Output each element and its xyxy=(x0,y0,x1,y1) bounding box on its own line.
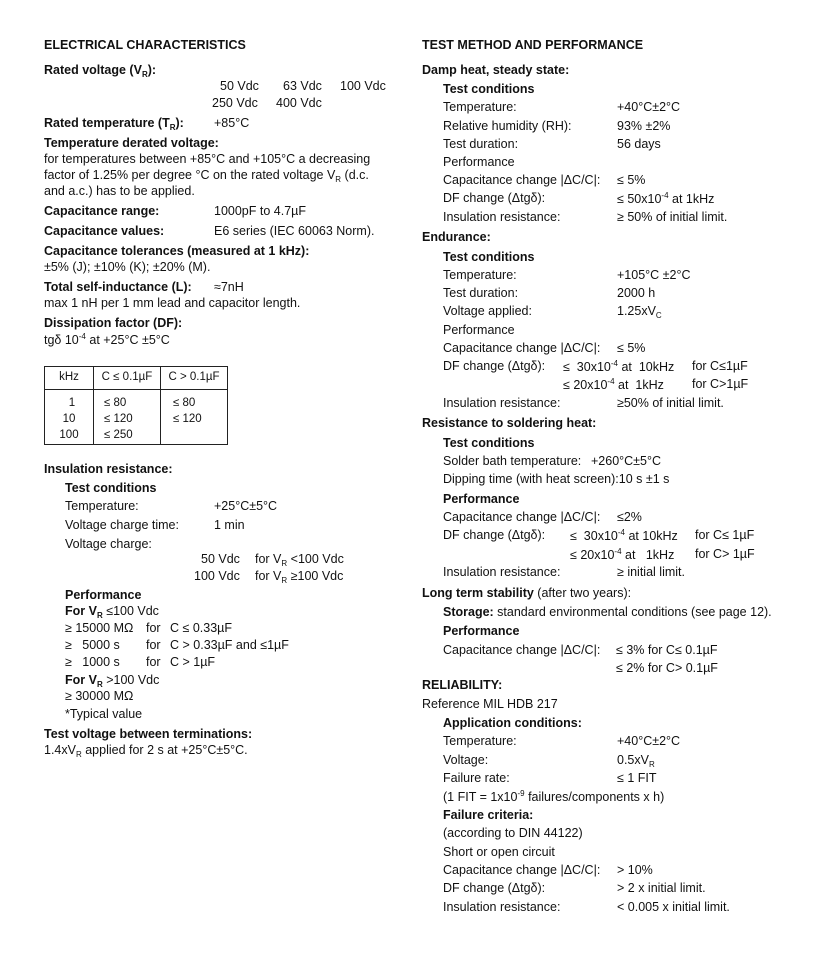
longterm-performance: Performance xyxy=(443,624,520,638)
reliability-reference: Reference MIL HDB 217 xyxy=(422,697,558,711)
soldering-df-row2: ≤ $20x10^{-4}$ at 1kHz xyxy=(570,547,675,563)
reliability-app-conditions: Application conditions: xyxy=(443,716,582,730)
reliability-df-value: > 2 x initial limit. xyxy=(617,881,706,895)
for-vr-gt-100: For $V_R >100$ Vdc xyxy=(65,673,160,689)
endurance-df-row1-cond: for C≤1µF xyxy=(692,359,748,373)
soldering-sbt-value: +260°C±5°C xyxy=(591,454,662,468)
perf-row-2-for: for xyxy=(146,638,161,652)
khz-100: 100 xyxy=(59,429,79,441)
df-line: tgδ $10^{-4}$ at +25°C ±5°C xyxy=(44,332,170,348)
reliability-fr-value: ≤ 1 FIT xyxy=(617,771,657,785)
perf-row-1-value: ≥ 15000 MΩ xyxy=(65,621,134,635)
damp-heat-label: Damp heat, steady state: xyxy=(422,63,570,77)
longterm-cap-label: Capacitance change |ΔC/C|: xyxy=(443,643,601,657)
vc-row2-voltage: 100 Vdc xyxy=(194,569,240,583)
cap-range-value: 1000pF to 4.7µF xyxy=(214,204,306,218)
rv-50: 50 Vdc xyxy=(220,79,259,93)
endurance-duration-label: Test duration: xyxy=(443,286,519,300)
damp-rh-value: 93% ±2% xyxy=(617,119,671,133)
for-vr-gt-100-value: ≥ 30000 MΩ xyxy=(65,689,134,703)
tolerances-label: Capacitance tolerances (measured at 1 kHz): xyxy=(44,244,310,258)
reliability-temp-value: +40°C±2°C xyxy=(617,734,681,748)
inductance-line: max 1 nH per 1 mm lead and capacitor length. xyxy=(44,296,301,310)
df-table-header-c-small: C ≤ 0.1µF xyxy=(94,367,161,390)
df-large-10: ≤ 120 xyxy=(173,413,202,425)
cap-range-label: Capacitance range: xyxy=(44,204,160,218)
insulation-test-conditions: Test conditions xyxy=(65,481,157,495)
damp-ins-label: Insulation resistance: xyxy=(443,210,561,224)
perf-row-2-cond: C > 0.33µF and ≤1µF xyxy=(170,638,289,652)
derated-line2: factor of 1.25% per degree °C on the rated voltage $V_R$ (d.c. xyxy=(44,168,369,184)
endurance-duration-value: 2000 h xyxy=(617,286,656,300)
soldering-df-row1: ≤ $30x10^{-4}$ at 10kHz xyxy=(570,528,678,544)
df-label: Dissipation factor (DF): xyxy=(44,316,183,330)
insulation-vct-label: Voltage charge time: xyxy=(65,518,179,532)
endurance-cap-label: Capacitance change |ΔC/C|: xyxy=(443,341,601,355)
damp-cap-label: Capacitance change |ΔC/C|: xyxy=(443,173,601,187)
damp-rh-label: Relative humidity (RH): xyxy=(443,119,572,133)
damp-df-value: ≤ $50x10^{-4}$ at 1kHz xyxy=(617,191,715,207)
endurance-label: Endurance: xyxy=(422,230,491,244)
insulation-vct-value: 1 min xyxy=(214,518,245,532)
perf-row-2-value: ≥ 5000 s xyxy=(65,638,120,652)
endurance-df-row2: ≤ $20x10^{-4}$ at 1kHz xyxy=(563,377,664,393)
soldering-sbt-label: Solder bath temperature: xyxy=(443,454,582,468)
reliability-criteria: Failure criteria: xyxy=(443,808,534,822)
reliability-fr-label: Failure rate: xyxy=(443,771,510,785)
damp-duration-value: 56 days xyxy=(617,137,661,151)
perf-row-1-cond: C ≤ 0.33µF xyxy=(170,621,232,635)
longterm-cap-value2: ≤ 2% for C> 0.1µF xyxy=(616,661,718,675)
soldering-cap-value: ≤2% xyxy=(617,510,642,524)
test-voltage-label: Test voltage between terminations: xyxy=(44,727,253,741)
perf-row-3-for: for xyxy=(146,655,161,669)
reliability-df-label: DF change (Δtgδ): xyxy=(443,881,546,895)
soldering-performance: Performance xyxy=(443,492,520,506)
reliability-ins-value: < 0.005 x initial limit. xyxy=(617,900,730,914)
damp-temp-label: Temperature: xyxy=(443,100,517,114)
reliability-short: Short or open circuit xyxy=(443,845,555,859)
damp-performance: Performance xyxy=(443,155,515,169)
soldering-ins-label: Insulation resistance: xyxy=(443,565,561,579)
endurance-df-row1: ≤ $30x10^{-4}$ at 10kHz xyxy=(563,359,675,375)
endurance-va-value: $1.25xV_C$ xyxy=(617,304,662,320)
cap-values-value: E6 series (IEC 60063 Norm). xyxy=(214,224,375,238)
electrical-heading: ELECTRICAL CHARACTERISTICS xyxy=(44,38,246,52)
damp-cap-value: ≤ 5% xyxy=(617,173,646,187)
endurance-test-conditions: Test conditions xyxy=(443,250,535,264)
vc-row1-condition: for $V_R <100$ Vdc xyxy=(255,552,344,568)
damp-ins-value: ≥ 50% of initial limit. xyxy=(617,210,728,224)
rated-temp-value: +85°C xyxy=(214,116,250,130)
longterm-cap-value1: ≤ 3% for C≤ 0.1µF xyxy=(616,643,718,657)
rated-voltage-label: Rated voltage $(V_R)$: xyxy=(44,63,157,79)
khz-10: 10 xyxy=(62,413,76,425)
damp-test-conditions: Test conditions xyxy=(443,82,535,96)
derated-line1: for temperatures between +85°C and +105°C a decreasing xyxy=(44,152,371,166)
inductance-value: ≈7nH xyxy=(214,280,244,294)
reliability-fit: (1 FIT = $1x10^{-9}$ failures/components x h) xyxy=(443,789,665,805)
reliability-ins-label: Insulation resistance: xyxy=(443,900,561,914)
damp-duration-label: Test duration: xyxy=(443,137,519,151)
soldering-dip: Dipping time (with heat screen):10 s ±1 s xyxy=(443,472,670,486)
df-small-1: ≤ 80 xyxy=(104,397,127,409)
soldering-df-row1-cond: for C≤ 1µF xyxy=(695,528,755,542)
inductance-label: Total self-inductance (L): xyxy=(44,280,192,294)
damp-df-label: DF change (Δtgδ): xyxy=(443,191,546,205)
longterm-storage: Storage: standard environmental conditions (see page 12). xyxy=(443,605,772,619)
typical-value-note: *Typical value xyxy=(65,707,143,721)
endurance-temp-label: Temperature: xyxy=(443,268,517,282)
derated-line3: and a.c.) has to be applied. xyxy=(44,184,195,198)
reliability-cap-label: Capacitance change |ΔC/C|: xyxy=(443,863,601,877)
perf-row-3-cond: C > 1µF xyxy=(170,655,216,669)
rv-63: 63 Vdc xyxy=(283,79,322,93)
soldering-df-row2-cond: for C> 1µF xyxy=(695,547,755,561)
endurance-df-row2-cond: for C>1µF xyxy=(692,377,749,391)
df-large-1: ≤ 80 xyxy=(173,397,196,409)
df-small-100: ≤ 250 xyxy=(104,429,133,441)
df-table-c-small-cell xyxy=(94,390,161,445)
df-table-khz-cell xyxy=(45,390,94,445)
endurance-performance: Performance xyxy=(443,323,515,337)
insulation-temp-value: +25°C±5°C xyxy=(214,499,278,513)
soldering-test-conditions: Test conditions xyxy=(443,436,535,450)
reliability-heading: RELIABILITY: xyxy=(422,678,503,692)
reliability-din: (according to DIN 44122) xyxy=(443,826,583,840)
perf-row-1-for: for xyxy=(146,621,161,635)
for-vr-le-100: For $V_R \le 100$ Vdc xyxy=(65,604,159,620)
cap-values-label: Capacitance values: xyxy=(44,224,165,238)
insulation-vc-label: Voltage charge: xyxy=(65,537,152,551)
df-small-10: ≤ 120 xyxy=(104,413,133,425)
vc-row2-condition: for $V_R \ge 100$ Vdc xyxy=(255,569,344,585)
rv-400: 400 Vdc xyxy=(276,96,322,110)
soldering-label: Resistance to soldering heat: xyxy=(422,416,597,430)
endurance-va-label: Voltage applied: xyxy=(443,304,532,318)
df-table-header-c-large: C > 0.1µF xyxy=(161,367,228,390)
derated-label: Temperature derated voltage: xyxy=(44,136,219,150)
longterm-label: Long term stability (after two years): xyxy=(422,586,632,600)
rv-250: 250 Vdc xyxy=(212,96,258,110)
df-table-header-khz: kHz xyxy=(45,367,94,390)
reliability-volt-label: Voltage: xyxy=(443,753,489,767)
endurance-ins-label: Insulation resistance: xyxy=(443,396,561,410)
df-table-c-large-cell xyxy=(161,390,228,445)
endurance-cap-value: ≤ 5% xyxy=(617,341,646,355)
test-method-heading: TEST METHOD AND PERFORMANCE xyxy=(422,38,644,52)
damp-temp-value: +40°C±2°C xyxy=(617,100,681,114)
insulation-label: Insulation resistance: xyxy=(44,462,173,476)
tolerances-value: ±5% (J); ±10% (K); ±20% (M). xyxy=(44,260,211,274)
endurance-ins-value: ≥50% of initial limit. xyxy=(617,396,724,410)
soldering-df-label: DF change (Δtgδ): xyxy=(443,528,546,542)
endurance-temp-value: +105°C ±2°C xyxy=(617,268,691,282)
khz-1: 1 xyxy=(68,397,76,409)
insulation-temp-label: Temperature: xyxy=(65,499,139,513)
perf-row-3-value: ≥ 1000 s xyxy=(65,655,120,669)
insulation-performance: Performance xyxy=(65,588,142,602)
reliability-temp-label: Temperature: xyxy=(443,734,517,748)
reliability-cap-value: > 10% xyxy=(617,863,653,877)
df-table xyxy=(44,366,228,445)
rated-temp-label: Rated temperature $(T_R)$: xyxy=(44,116,184,132)
test-voltage-line: $1.4xV_R$ applied for 2 s at +25°C±5°C. xyxy=(44,743,248,759)
rv-100: 100 Vdc xyxy=(340,79,386,93)
soldering-cap-label: Capacitance change |ΔC/C|: xyxy=(443,510,601,524)
endurance-df-label: DF change (Δtgδ): xyxy=(443,359,546,373)
vc-row1-voltage: 50 Vdc xyxy=(201,552,240,566)
soldering-ins-value: ≥ initial limit. xyxy=(617,565,685,579)
reliability-volt-value: $0.5xV_R$ xyxy=(617,753,655,769)
